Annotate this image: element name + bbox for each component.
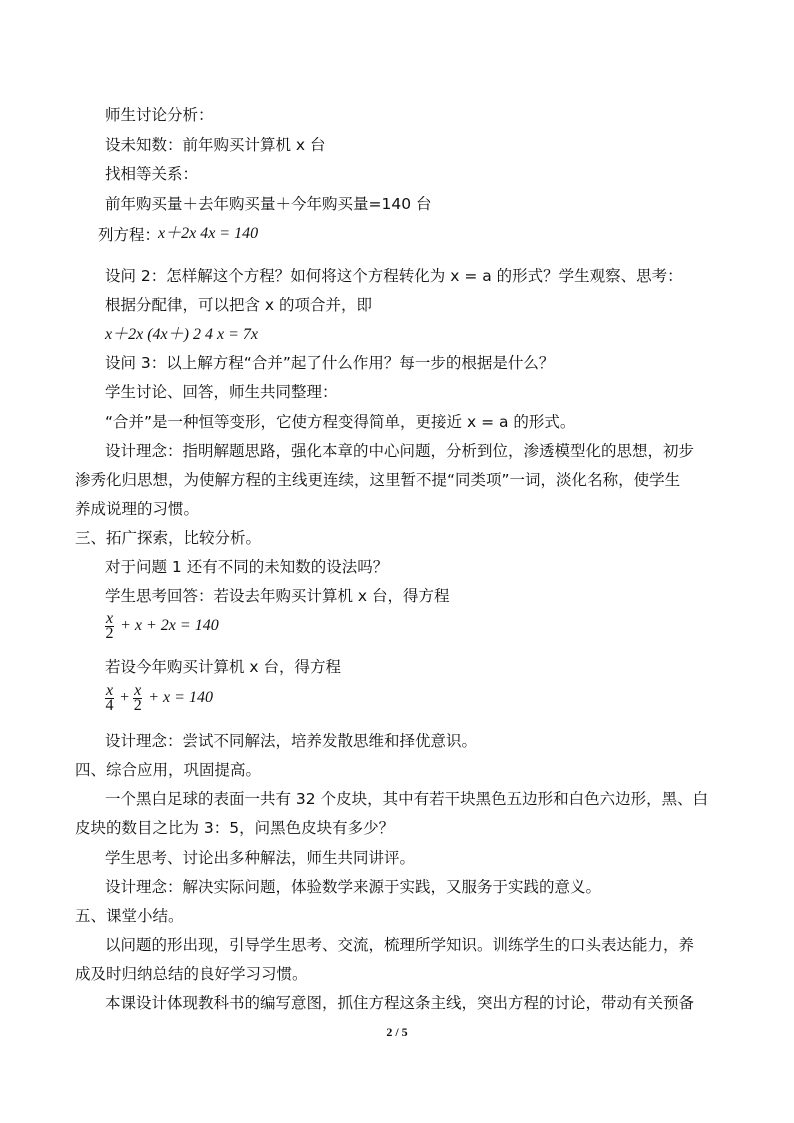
text-line: 皮块的数目之比为 3：5，问黑色皮块有多少？ xyxy=(75,819,395,837)
text-line: 成及时归纳总结的良好学习习惯。 xyxy=(75,965,308,983)
text-line: 找相等关系： xyxy=(105,165,199,183)
fraction xyxy=(105,684,114,713)
text-line: 设问 3：以上解方程“合并”起了什么作用？每一步的根据是什么？ xyxy=(105,354,555,372)
text-line: 一个黑白足球的表面一共有 32 个皮块，其中有若干块黑色五边形和白色六边形，黑、白 xyxy=(105,790,709,808)
equation-3 xyxy=(105,612,219,641)
text-line: 师生讨论分析： xyxy=(105,106,214,124)
equation-label: 列方程： xyxy=(98,226,161,244)
page-number: 2 / 5 xyxy=(386,1025,408,1039)
fraction-numerator: x xyxy=(134,682,142,699)
section-heading: 五、课堂小结。 xyxy=(75,907,184,925)
text-line: 学生思考、讨论出多种解法，师生共同讲评。 xyxy=(105,849,416,867)
plus-sign: + xyxy=(120,689,130,707)
fraction xyxy=(133,684,142,713)
text-line: 设未知数：前年购买计算机 x 台 xyxy=(105,136,326,154)
text-line: 若设今年购买计算机 x 台，得方程 xyxy=(105,658,342,676)
equation-1: x＋2x 4x = 140 xyxy=(158,225,259,242)
text-line: 前年购买量＋去年购买量＋今年购买量=140 台 xyxy=(105,195,432,213)
fraction-numerator: x xyxy=(106,682,114,699)
fraction-denominator: 4 xyxy=(105,697,114,714)
equation-2: x＋2x (4x＋) 2 4 x = 7x xyxy=(105,326,258,343)
section-heading: 三、拓广探索，比较分析。 xyxy=(75,529,262,547)
equation-remainder: + x = 140 xyxy=(148,689,213,707)
text-line: 对于问题 1 还有不同的未知数的设法吗？ xyxy=(105,558,389,576)
text-line: 设计理念：尝试不同解法，培养发散思维和择优意识。 xyxy=(105,732,478,750)
text-line: 渗秀化归思想，为使解方程的主线更连续，这里暂不提“同类项”一词，淡化名称，使学生 xyxy=(75,471,681,489)
fraction-denominator: 2 xyxy=(105,625,114,642)
section-heading: 四、综合应用，巩固提高。 xyxy=(75,761,262,779)
text-line: 学生讨论、回答，师生共同整理： xyxy=(105,383,338,401)
text-line: 本课设计体现教科书的编写意图，抓住方程这条主线，突出方程的讨论，带动有关预备 xyxy=(105,994,695,1012)
text-line: 以问题的形出现，引导学生思考、交流，梳理所学知识。训练学生的口头表达能力，养 xyxy=(105,936,695,954)
text-line: “合并”是一种恒等变形，它使方程变得简单，更接近 x = a 的形式。 xyxy=(105,413,576,431)
text-line: 设问 2：怎样解这个方程？如何将这个方程转化为 x = a 的形式？学生观察、思考： xyxy=(105,267,683,285)
text-line: 设计理念：指明解题思路，强化本章的中心问题，分析到位，渗透模型化的思想，初步 xyxy=(105,442,695,460)
text-line: 设计理念：解决实际问题，体验数学来源于实践，又服务于实践的意义。 xyxy=(105,878,602,896)
equation-remainder: + x + 2x = 140 xyxy=(120,617,219,635)
fraction-numerator: x xyxy=(106,610,114,627)
fraction xyxy=(105,612,114,641)
text-line: 根据分配律，可以把含 x 的项合并，即 xyxy=(105,296,373,314)
fraction-denominator: 2 xyxy=(133,697,142,714)
text-line: 养成说理的习惯。 xyxy=(75,500,200,518)
equation-4 xyxy=(105,684,213,713)
text-line: 学生思考回答：若设去年购买计算机 x 台，得方程 xyxy=(105,587,450,605)
